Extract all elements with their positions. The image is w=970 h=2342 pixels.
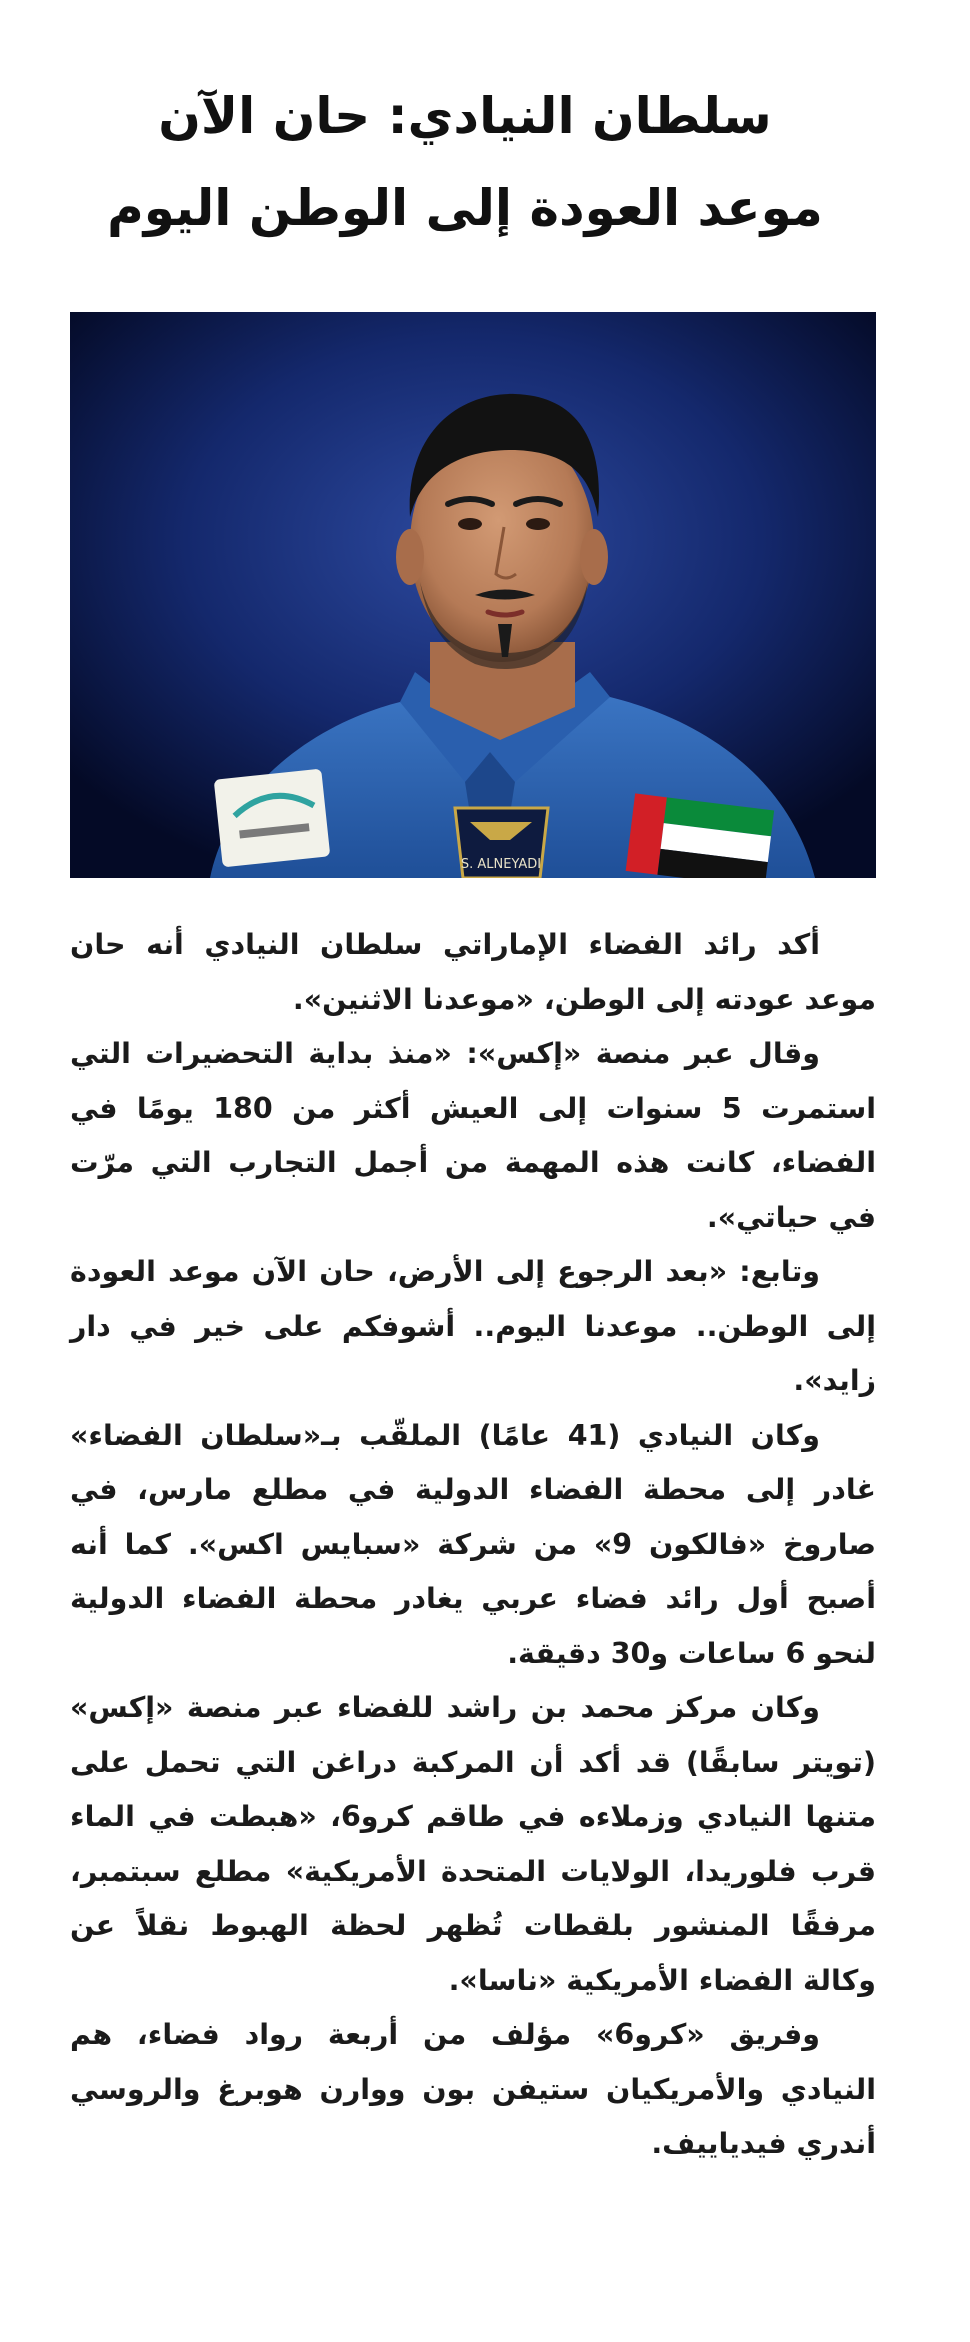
mission-patch	[214, 769, 331, 868]
astronaut-photo	[70, 312, 876, 878]
headline-line-2: موعد العودة إلى الوطن اليوم	[107, 179, 823, 237]
badge-text: S. ALNEYADI	[460, 857, 542, 872]
article-paragraph: وكان النيادي (41 عامًا) الملقّب بـ«سلطان الفضاء» غادر إلى محطة الفضاء الدولية في مطلع مارس، في صاروخ «فالكون 9» من شركة «سبايس اكس». كما أنه أصبح أول رائد فضاء عربي يغادر محطة الفضاء الدولية لنحو 6 ساعات و30 دقيقة.	[70, 1418, 876, 1670]
article-paragraph: أكد رائد الفضاء الإماراتي سلطان النيادي أنه حان موعد عودته إلى الوطن، «موعدنا الاثنين».	[70, 928, 876, 1016]
article-paragraph: وكان مركز محمد بن راشد للفضاء عبر منصة «إكس» (تويتر سابقًا) قد أكد أن المركبة دراغن التي تحمل على متنها النيادي وزملاءه في طاقم كرو6، «هبطت في الماء قرب فلوريدا، الولايات المتحدة الأمريكية» مطلع سبتمبر، مرفقًا المنشور بلقطات تُظهر لحظة الهبوط نقلاً عن وكالة الفضاء الأمريكية «ناسا».	[70, 1691, 876, 1997]
headline	[60, 70, 870, 254]
headline-line-1: سلطان النيادي: حان الآن	[158, 87, 772, 145]
article-paragraph: وتابع: «بعد الرجوع إلى الأرض، حان الآن موعد العودة إلى الوطن.. موعدنا اليوم.. أشوفكم على خير في دار زايد».	[70, 1255, 876, 1397]
article-paragraph: وقال عبر منصة «إكس»: «منذ بداية التحضيرات التي استمرت 5 سنوات إلى العيش أكثر من 180 يومًا في الفضاء، كانت هذه المهمة من أجمل التجارب التي مرّت في حياتي».	[70, 1037, 876, 1234]
name-badge	[455, 808, 548, 878]
article-body	[70, 918, 876, 2172]
article-paragraph: وفريق «كرو6» مؤلف من أربعة رواد فضاء، هم النيادي والأمريكيان ستيفن بون ووارن هوبرغ والروسي أندري فيدياييف.	[70, 2018, 876, 2160]
